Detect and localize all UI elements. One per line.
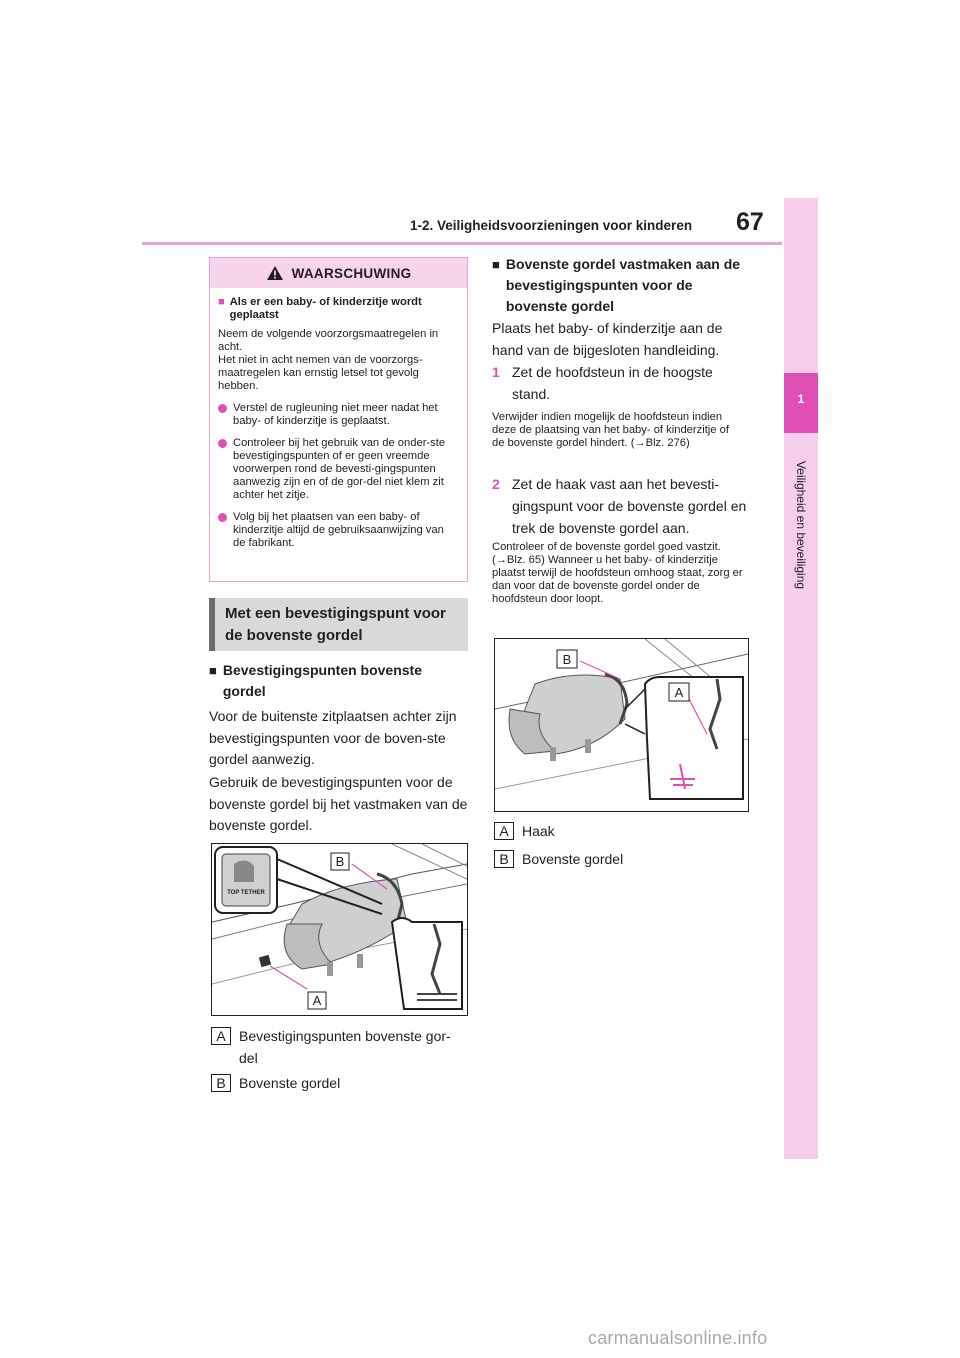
legend-key-b: B	[494, 850, 514, 868]
warning-triangle-icon	[266, 265, 284, 281]
legend-key-a: A	[494, 822, 514, 840]
warning-bullet: Controleer bij het gebruik van de onder-ste bevestigingspunten of er geen vreemde voorwerpen rond de bevesti-gingspunten aanwezig zijn en of de gor-del niet klem zit achter het zitje.	[218, 437, 459, 502]
bullet-dot-icon	[218, 439, 227, 448]
header-rule	[142, 242, 782, 245]
step-2-number: 2	[492, 476, 500, 492]
right-intro: Plaats het baby- of kinderzitje aan de hand van de bijgesloten handleiding.	[492, 320, 723, 358]
legend-item-b	[494, 848, 744, 870]
warning-bullet: Verstel de rugleuning niet meer nadat het baby- of kinderzitje is geplaatst.	[218, 402, 459, 428]
chapter-side-tab	[784, 198, 818, 1159]
left-subheading: ■ Bevestigingspunten bovenste gordel	[209, 660, 467, 702]
left-paragraph-1: Voor de buitenste zitplaatsen achter zijn bevestigingspunten voor de boven-ste gordel aanwezig.	[209, 708, 457, 767]
bullet-dot-icon	[218, 513, 227, 522]
watermark: carmanualsonline.info	[588, 1328, 768, 1348]
warning-title: WAARSCHUWING	[291, 265, 412, 281]
step-1-number: 1	[492, 364, 500, 380]
legend-key-b: B	[211, 1074, 231, 1092]
legend-item-a	[494, 820, 744, 842]
legend-item-b	[211, 1072, 469, 1094]
figure-label-b: B	[562, 652, 572, 667]
figure-label-a: A	[312, 993, 322, 1008]
legend-text-a: Haak	[522, 823, 555, 839]
square-bullet-icon: ■	[492, 257, 500, 272]
warning-bullet: Volg bij het plaatsen van een baby- of kinderzitje altijd de gebruiksaanwijzing van de fabrikant.	[218, 511, 459, 550]
step-1-text: Zet de hoofdsteun in de hoogste stand.	[512, 364, 713, 402]
step-2-text: Zet de haak vast aan het bevesti-gingspunt voor de bovenste gordel en trek de bovenste gordel aan.	[512, 476, 747, 536]
warning-intro-2: Het niet in acht nemen van de voorzorgs-maatregelen kan ernstig letsel tot gevolg hebben.	[218, 354, 423, 392]
chapter-label: Veiligheid en beveiliging	[794, 460, 808, 590]
legend-key-a: A	[211, 1027, 231, 1045]
figure-hook-attach	[494, 638, 749, 812]
note-2: Controleer of de bovenste gordel goed vastzit. (→Blz. 65) Wanneer u het baby- of kinderzitje plaatst terwijl de hoofdsteun omhoog staat, zorg er dan voor dat de bovenste gordel onder de hoofdsteun door loopt.	[492, 541, 743, 605]
warning-intro-1: Neem de volgende voorzorgsmaatregelen in acht.	[218, 328, 439, 353]
right-subheading: ■ Bovenste gordel vastmaken aan de bevestigingspunten voor de bovenste gordel	[492, 254, 750, 317]
legend-text-b: Bovenste gordel	[522, 851, 624, 867]
header-title: 1-2. Veiligheidsvoorzieningen voor kinderen	[410, 218, 693, 233]
legend-text-a: Bevestigingspunten bovenste gor-del	[239, 1028, 451, 1066]
square-bullet-icon: ■	[209, 663, 217, 678]
step-1	[492, 361, 750, 405]
note-1: Verwijder indien mogelijk de hoofdsteun indien deze de plaatsing van het baby- of kinderzitje of de bovenste gordel hindert. (→Blz. 276)	[492, 411, 729, 449]
hook-attach-illustration	[495, 639, 748, 811]
anchor-points-illustration	[212, 844, 467, 1015]
warning-box	[209, 257, 468, 582]
figure-label-a: A	[674, 685, 684, 700]
legend-item-a	[211, 1025, 469, 1069]
square-bullet-icon: ■	[218, 296, 225, 308]
legend-text-b: Bovenste gordel	[239, 1075, 341, 1091]
figure-anchor-points	[211, 843, 468, 1016]
warning-header	[210, 258, 467, 288]
chapter-number: 1	[797, 392, 805, 406]
step-2	[492, 473, 750, 539]
warning-subheading: ■ Als er een baby- of kinderzitje wordt geplaatst	[218, 296, 422, 321]
page-number: 67	[736, 208, 764, 236]
bullet-dot-icon	[218, 404, 227, 413]
section-heading: Met een bevestigingspunt voor de bovenste gordel	[209, 598, 468, 651]
top-tether-tag-text: TOP TETHER	[227, 890, 265, 896]
left-paragraph-2: Gebruik de bevestigingspunten voor de bovenste gordel bij het vastmaken van de bovenste gordel.	[209, 774, 468, 833]
figure-label-b: B	[335, 854, 345, 869]
